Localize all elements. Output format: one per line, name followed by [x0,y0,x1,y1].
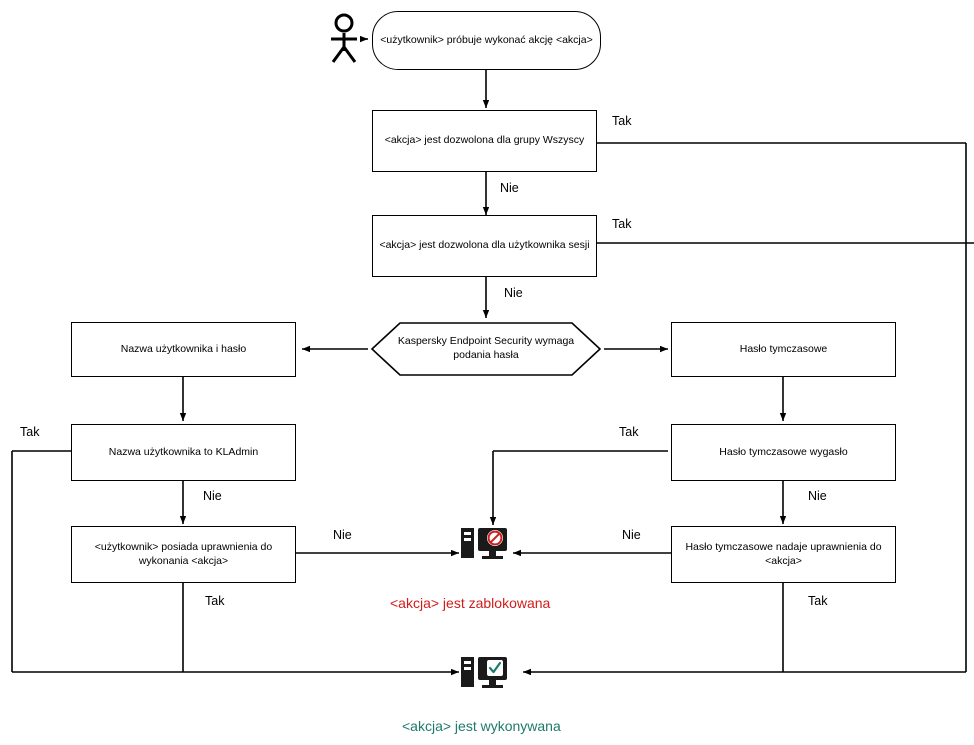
edge-label-no-kladmin: Nie [203,489,222,503]
edge-label-no-rights: Nie [333,528,352,542]
node-username-and-password: Nazwa użytkownika i hasło [71,322,296,377]
edge-label-no-everyone: Nie [500,181,519,195]
edge-label-yes-expired: Tak [619,425,639,439]
outcome-blocked-label: <akcja> jest zablokowana [390,595,551,611]
user-person-icon [331,15,357,62]
edge-label-yes-grants: Tak [808,594,828,608]
node-allowed-for-session-user: <akcja> jest dozwolona dla użytkownika sesji [372,215,597,277]
edge-label-yes-rights: Tak [205,594,225,608]
monitor-blocked-icon [461,528,507,559]
node-temporary-password: Hasło tymczasowe [671,322,896,377]
edge-label-no-grants: Nie [622,528,641,542]
node-password-required-label: Kaspersky Endpoint Security wymaga podania hasła [397,335,575,361]
edge-label-yes-session: Tak [612,217,632,231]
edge-label-yes-kladmin: Tak [20,425,40,439]
node-username-is-kladmin: Nazwa użytkownika to KLAdmin [71,424,296,481]
node-temp-password-grants-rights: Hasło tymczasowe nadaje uprawnienia do <akcja> [671,526,896,583]
edge-label-yes-everyone: Tak [612,114,632,128]
edge-label-no-expired: Nie [808,489,827,503]
node-start: <użytkownik> próbuje wykonać akcję <akcja> [372,11,601,70]
outcome-allowed-label: <akcja> jest wykonywana [402,718,561,734]
monitor-check-icon [461,657,507,688]
node-allowed-for-everyone: <akcja> jest dozwolona dla grupy Wszyscy [372,110,597,172]
node-user-has-rights: <użytkownik> posiada uprawnienia do wykonania <akcja> [71,526,296,583]
node-password-required [380,323,592,375]
edge-label-no-session: Nie [504,286,523,300]
node-temp-password-expired: Hasło tymczasowe wygasło [671,424,896,481]
